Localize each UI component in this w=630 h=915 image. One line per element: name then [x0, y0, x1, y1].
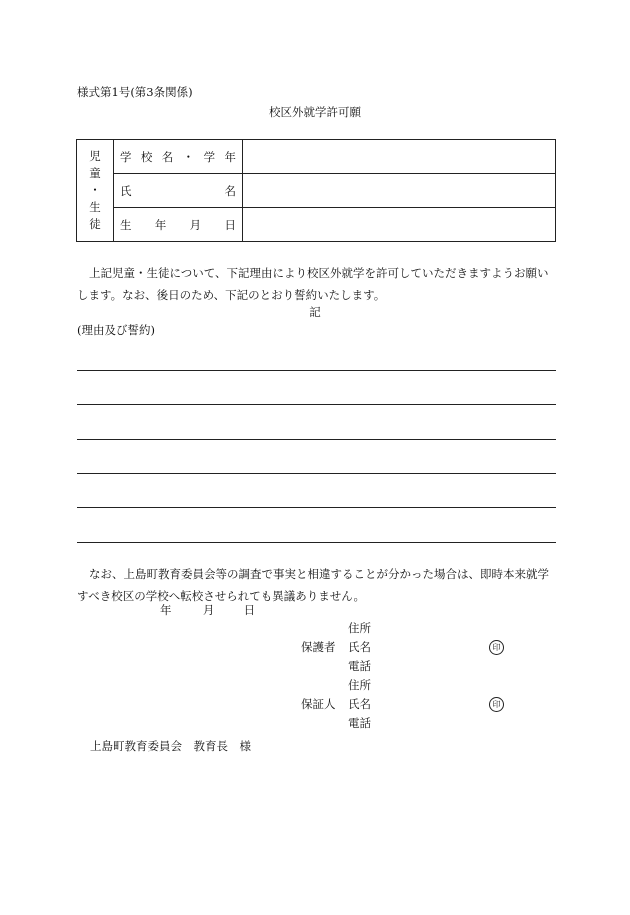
student-info-table: [76, 139, 556, 242]
guarantor-phone-label: 電話: [348, 716, 371, 730]
reason-line[interactable]: [77, 404, 556, 405]
label-char: 学: [120, 150, 132, 164]
guarantor-seal-icon: 印: [489, 697, 504, 712]
label-char: 名: [161, 150, 174, 164]
form-number: 様式第1号(第3条関係): [77, 85, 193, 99]
label-char: 日: [224, 218, 236, 232]
reason-line[interactable]: [77, 439, 556, 440]
date-year: 年: [160, 603, 172, 617]
reason-label: (理由及び誓約): [77, 323, 155, 337]
group-char: 徒: [89, 217, 101, 231]
name-label: [114, 174, 243, 208]
date-line: [160, 602, 255, 618]
ki-heading: 記: [309, 305, 321, 319]
reason-line[interactable]: [77, 507, 556, 508]
request-paragraph: 上記児童・生徒について、下記理由により校区外就学を許可していただきますようお願いします。なお、後日のため、下記のとおり誓約いたします。: [77, 266, 549, 302]
school-grade-label: [114, 140, 243, 174]
student-group-label: [77, 140, 114, 242]
group-char: ・: [89, 183, 101, 197]
guardian-name-label: 氏名: [348, 640, 371, 654]
birthdate-label: [114, 208, 243, 242]
addressee: 上島町教育委員会 教育長 様: [90, 739, 251, 753]
label-char: 生: [120, 218, 132, 232]
label-char: 校: [140, 150, 153, 164]
school-grade-field[interactable]: [243, 140, 556, 174]
label-char: 年: [154, 218, 167, 232]
label-char: 名: [224, 184, 236, 198]
date-day: 日: [243, 603, 256, 617]
date-month: 月: [202, 603, 215, 617]
group-char: 生: [89, 200, 101, 214]
document-title: 校区外就学許可願: [269, 105, 361, 119]
guarantor-role: 保証人: [301, 697, 336, 711]
guardian-phone-label: 電話: [348, 659, 371, 673]
guarantor-name-label: 氏名: [348, 697, 371, 711]
group-char: 児: [89, 149, 101, 163]
guardian-address-label: 住所: [348, 621, 371, 635]
label-char: 月: [189, 218, 202, 232]
reason-line[interactable]: [77, 370, 556, 371]
guarantor-address-label: 住所: [348, 678, 371, 692]
birthdate-field[interactable]: [243, 208, 556, 242]
label-char: 氏: [120, 184, 132, 198]
label-char: 学: [203, 150, 216, 164]
guardian-seal-icon: 印: [489, 640, 504, 655]
guardian-role: 保護者: [301, 640, 336, 654]
name-field[interactable]: [243, 174, 556, 208]
label-char: 年: [224, 150, 236, 164]
label-char: ・: [182, 150, 195, 164]
reason-line[interactable]: [77, 473, 556, 474]
notice-paragraph: なお、上島町教育委員会等の調査で事実と相違することが分かった場合は、即時本来就学すべき校区の学校へ転校させられても異議ありません。: [77, 567, 549, 603]
group-char: 童: [89, 166, 101, 180]
reason-line[interactable]: [77, 542, 556, 543]
